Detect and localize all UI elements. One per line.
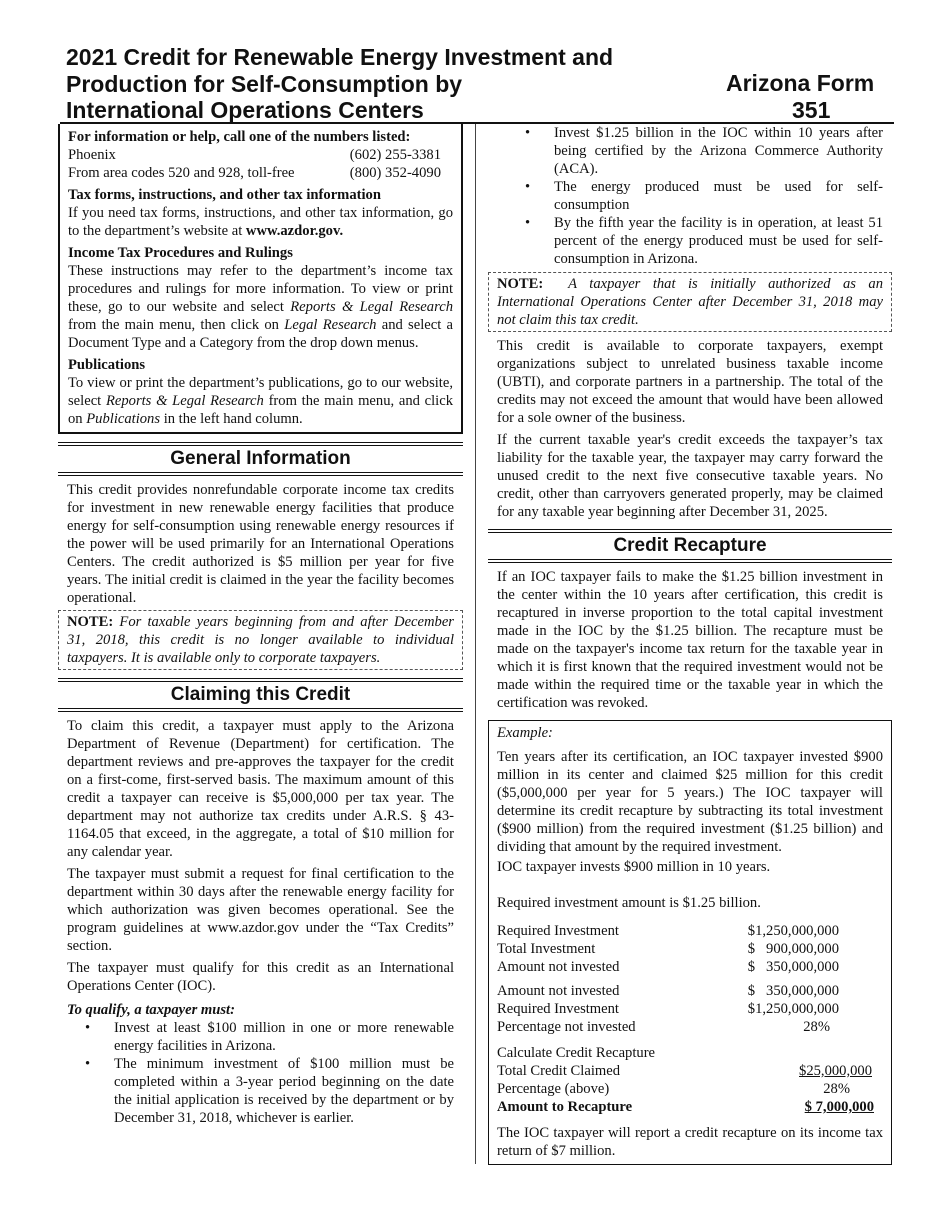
rulings-body-2: from the main menu, then click on: [68, 317, 279, 333]
qualify-heading-text: To qualify, a taxpayer must:: [67, 1002, 235, 1018]
form-title-line-1: 2021 Credit for Renewable Energy Investment and: [66, 44, 614, 70]
general-information-heading: General Information: [58, 442, 463, 476]
pubs-body-3: in the left hand column.: [163, 411, 303, 427]
row-value: $1,250,000,000: [747, 923, 839, 939]
table-row: [497, 982, 883, 1000]
investment-table: [497, 922, 883, 976]
publications-ref: Publications: [86, 411, 161, 427]
phone-label: Phoenix: [68, 147, 116, 163]
publications-heading: Publications: [68, 357, 146, 373]
row-label: Percentage not invested: [497, 1019, 636, 1035]
claiming-credit-heading: Claiming this Credit: [58, 678, 463, 712]
carryforward-paragraph: If the current taxable year's credit exceeds the taxpayer’s tax liability for the taxable year, the taxpayer may carry forward the unused credit to the next five consecutive taxable years. No credit, other than carryovers generated properly, may be claimed for any taxable year beginning after December 31, 2025.: [497, 432, 883, 520]
publications-text: [68, 374, 453, 428]
tax-forms-heading: Tax forms, instructions, and other tax information: [68, 187, 381, 203]
pubs-body-1: To view or print the department’s publications, go to our website, select: [68, 375, 453, 409]
credit-recapture-heading: Credit Recapture: [488, 529, 892, 563]
row-label: Amount not invested: [497, 959, 620, 975]
general-information-paragraph: This credit provides nonrefundable corporate income tax credits for investment in new renewable energy facilities that produce energy for self-consumption using renewable energy resources if the power will be used primarily for an International Operations Centers. The credit authorized is $5 million per year for five years. The initial credit is claimed in the year the facility becomes operational.: [67, 482, 454, 606]
row-value: 28%: [823, 1081, 850, 1097]
form-number: 351: [792, 97, 831, 123]
list-item: • The energy produced must be used for self-consumption: [554, 178, 883, 214]
phone-row: [68, 146, 453, 164]
recapture-calc-table: [497, 1044, 883, 1116]
help-info-box: [58, 124, 463, 434]
table-row: [497, 1098, 883, 1116]
table-row: [497, 958, 883, 976]
phone-label: From area codes 520 and 928, toll-free: [68, 165, 295, 181]
rulings-body-1: These instructions may refer to the department’s income tax procedures and rulings for more information. To view or print these, go to our website and select: [68, 263, 453, 315]
form-name: Arizona Form: [726, 70, 875, 96]
phone-row: [68, 164, 453, 182]
phone-number: (602) 255-3381: [349, 147, 441, 163]
phone-number: (800) 352-4090: [349, 165, 441, 181]
table-row: [497, 1000, 883, 1018]
qualify-heading: [58, 1001, 463, 1019]
note-label: NOTE:: [497, 276, 544, 292]
row-label: Percentage (above): [497, 1081, 610, 1097]
rulings-text: [68, 262, 453, 352]
row-label: Amount not invested: [497, 983, 620, 999]
row-label: Amount to Recapture: [497, 1099, 633, 1115]
column-divider: [475, 124, 476, 1164]
row-value: $ 900,000,000: [747, 941, 839, 957]
row-value: $25,000,000: [799, 1063, 872, 1079]
table-row: [497, 940, 883, 958]
legal-research-ref: Legal Research: [284, 317, 377, 333]
list-item: • The minimum investment of $100 million must be completed within a 3-year period beginning on the date the initial application is received by the department or by December 31, 2018, whichever is earlier.: [114, 1055, 454, 1127]
row-value: 28%: [803, 1019, 830, 1035]
example-paragraph: Ten years after its certification, an IOC taxpayer invested $900 million in its center and claimed $25 million for this credit ($5,000,000 per year for 5 years.) The IOC taxpayer will determine its credit recapture by subtracting its total investment ($900 million) from the required investment ($1.25 billion) and dividing that amount by the required investment.: [497, 749, 883, 855]
rulings-menu-ref: Reports & Legal Research: [290, 299, 453, 315]
ioc-note: [488, 272, 892, 332]
general-note: [58, 610, 463, 670]
calc-heading: Calculate Credit Recapture: [497, 1045, 656, 1061]
row-value: $ 350,000,000: [747, 959, 839, 975]
eligibility-paragraph: This credit is available to corporate taxpayers, exempt organizations subject to unrelated business taxable income (UBTI), and corporate partners in a partnership. The total of the credits may not exceed the amount that would have been allowed for a sole owner of the business.: [497, 338, 883, 426]
tax-forms-text: [68, 204, 453, 240]
recapture-paragraph: If an IOC taxpayer fails to make the $1.25 billion investment in the center within the 10 years after certification, this credit is recaptured in inverse proportion to the total capital investment made in the IOC by the $1.25 billion. The recapture must be made on the taxpayer's income tax return for the taxable year in which it is first known that the required investment would not be made within the required time or the taxable year in which the certification was revoked.: [497, 569, 883, 711]
table-row: [497, 1080, 883, 1098]
list-item: • Invest $1.25 billion in the IOC within 10 years after being certified by the Arizona Commerce Authority (ACA).: [554, 124, 883, 178]
list-item: • Invest at least $100 million in one or more renewable energy facilities in Arizona.: [114, 1019, 454, 1055]
note-label: NOTE:: [67, 614, 114, 630]
row-value: $ 350,000,000: [747, 983, 839, 999]
form-title-line-3: International Operations Centers: [66, 97, 424, 123]
row-value: $ 7,000,000: [804, 1099, 874, 1115]
right-column: [488, 124, 892, 1165]
pubs-body-2: from the main menu, and click on: [68, 393, 453, 427]
example-box: [488, 720, 892, 1165]
tax-forms-body: If you need tax forms, instructions, and other tax information, go to the department’s website at: [68, 205, 453, 239]
table-row: [497, 922, 883, 940]
website-link[interactable]: www.azdor.gov.: [245, 223, 344, 239]
example-line-2: Required investment amount is $1.25 billion.: [497, 895, 761, 911]
note-text: A taxpayer that is initially authorized as an International Operations Center after December 31, 2018 may not claim this tax credit.: [497, 276, 884, 328]
pubs-menu-ref: Reports & Legal Research: [105, 393, 264, 409]
rulings-heading: Income Tax Procedures and Rulings: [68, 245, 293, 261]
example-line-1: IOC taxpayer invests $900 million in 10 years.: [497, 859, 771, 875]
example-label-text: Example:: [497, 725, 553, 741]
row-label: Total Investment: [497, 941, 596, 957]
table-row: [497, 1062, 883, 1080]
row-value: $1,250,000,000: [747, 1001, 839, 1017]
row-label: Required Investment: [497, 923, 619, 939]
percentage-table: [497, 982, 883, 1036]
row-label: Required Investment: [497, 1001, 619, 1017]
left-column: [58, 124, 463, 1127]
claiming-paragraph-2: The taxpayer must submit a request for final certification to the department within 30 days after the renewable energy facility for which authorization was given becomes operational. See the program guidelines at www.azdor.gov under the “Tax Credits” section.: [67, 866, 454, 954]
list-item: • By the fifth year the facility is in operation, at least 51 percent of the energy produced must be used for self-consumption in Arizona.: [554, 214, 883, 268]
example-label: [497, 724, 883, 742]
table-row: [497, 1018, 883, 1036]
form-title-line-2: Production for Self-Consumption by: [66, 70, 463, 97]
qualify-list-right: [488, 124, 892, 268]
rulings-body-3: and select a Document Type and a Category from the drop down menus.: [68, 317, 453, 351]
form-title: [66, 44, 666, 124]
claiming-paragraph-1: To claim this credit, a taxpayer must apply to the Arizona Department of Revenue (Department) for certification. The department reviews and pre-approves the taxpayer for the credit on a first-come, first-served basis. The maximum amount of this credit a taxpayer can receive is $5,000,000 per tax year. The department may not authorize tax credits under A.R.S. § 43-1164.05 that exceed, in the aggregate, a total of $10 million for any calendar year.: [67, 718, 454, 860]
example-closing: The IOC taxpayer will report a credit recapture on its income tax return of $7 million.: [497, 1125, 883, 1159]
note-text: For taxable years beginning from and after December 31, 2018, this credit is no longer available to individual taxpayers. It is available only to corporate taxpayers.: [67, 614, 454, 666]
help-heading: For information or help, call one of the numbers listed:: [68, 129, 411, 145]
qualify-list-left: [58, 1019, 463, 1127]
row-label: Total Credit Claimed: [497, 1063, 620, 1079]
claiming-paragraph-3: The taxpayer must qualify for this credit as an International Operations Center (IOC).: [67, 960, 454, 994]
